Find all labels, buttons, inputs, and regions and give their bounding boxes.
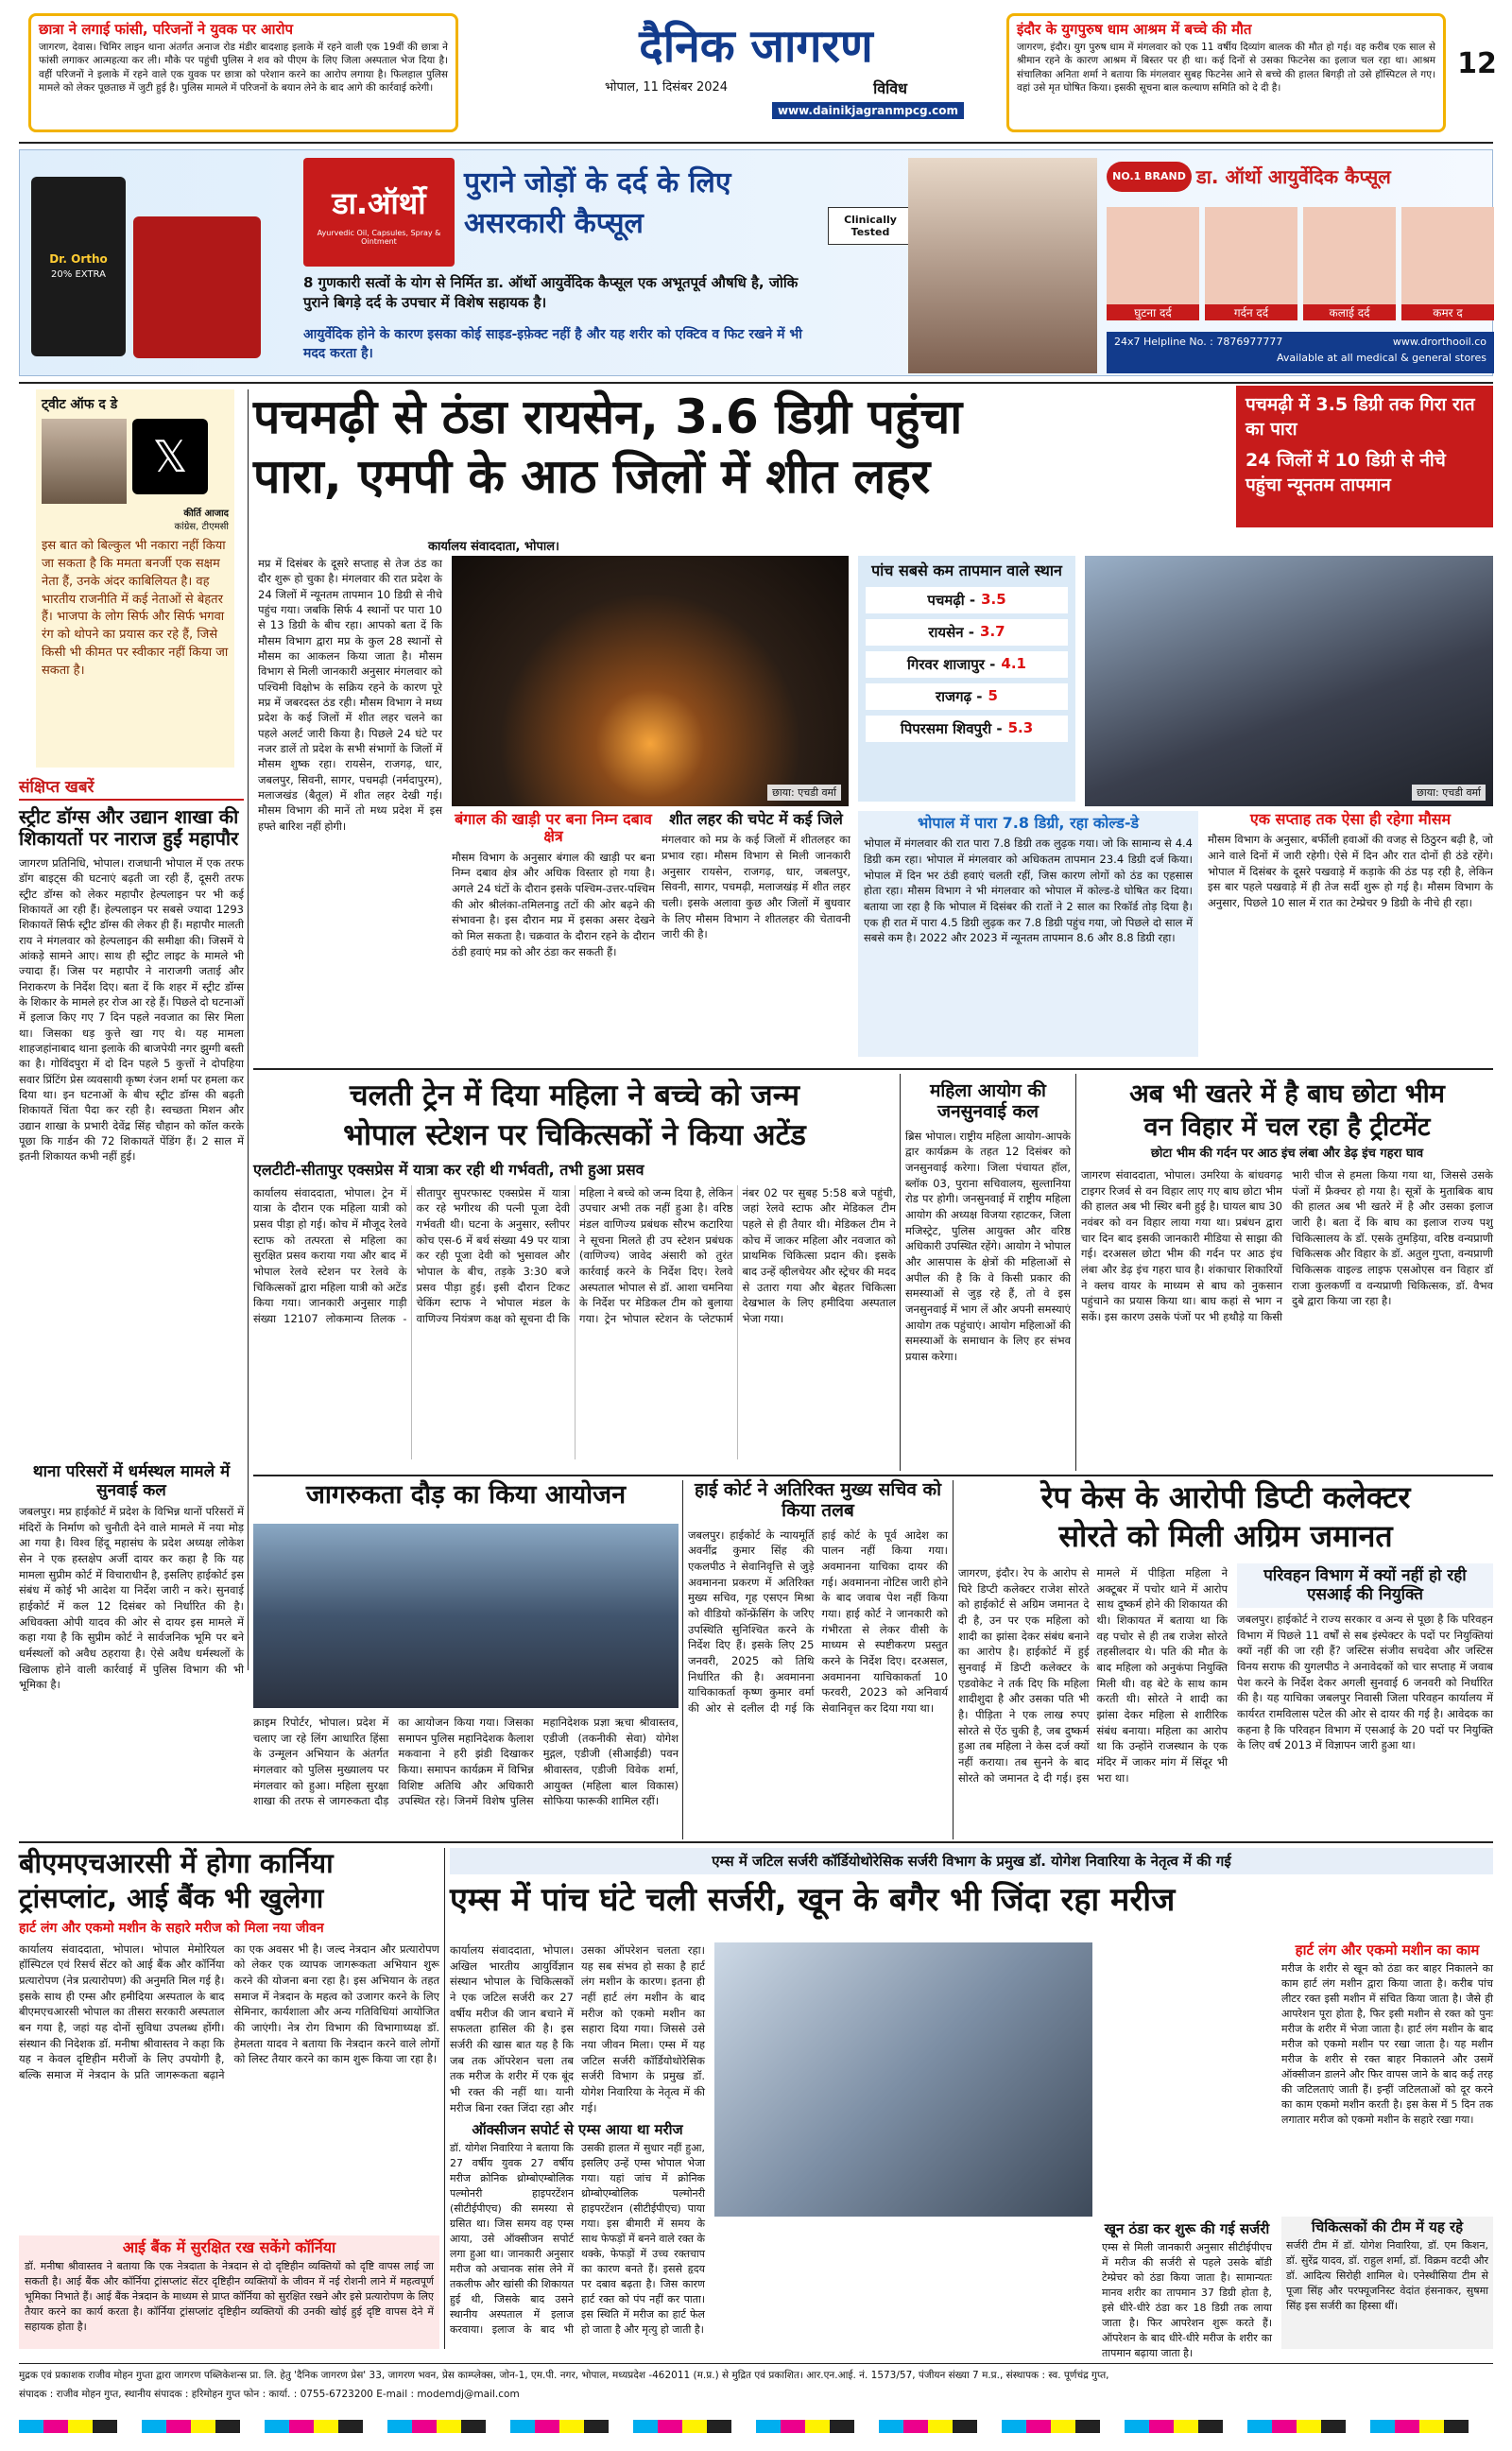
- masthead-website[interactable]: www.dainikjagranmpcg.com: [772, 102, 964, 119]
- dharm-sthal-story: [19, 1463, 244, 1709]
- bikers-photo: [1085, 556, 1493, 806]
- main-headline-1: पचमढ़ी से ठंडा रायसेन, 3.6 डिग्री पहुंचा: [253, 389, 963, 444]
- sub-story-2: [662, 811, 850, 1057]
- sub-story-1: [452, 811, 655, 1057]
- ad-brand: डा.ऑर्थो: [332, 185, 426, 221]
- rape-headline-2: सोरते को मिली अग्रिम जमानत: [1058, 1517, 1393, 1554]
- aiims-kicker: एम्स में जटिल सर्जरी कॉर्डियोथोरेसिक सर्जरी विभाग के प्रमुख डॉ. योगेश निवारिया के नेतृत्व में की गई: [450, 1848, 1493, 1874]
- awareness-run-story: [253, 1480, 679, 1839]
- cold-places-title: पांच सबसे कम तापमान वाले स्थान: [871, 561, 1062, 579]
- tweet-designation: कांग्रेस, टीएमसी: [174, 522, 229, 532]
- oxygen-body: डॉ. योगेश निवारिया ने बताया कि 27 वर्षीय युवक 27 वर्षीय मरीज क्रोनिक थ्रोम्बोएम्बोलिक पल्मोनरी हाइपरटेंशन (सीटीईपीएच) की समस्या से ग्रसित था। जिस समय वह एम्स आया, उसे ऑक्सीजन सपोर्ट लगा हुआ था। जानकारी अनुसार मरीज को अचानक सांस लेने में तकलीफ और खांसी की शिकायत हुई थी, जिसके बाद उसने स्थानीय अस्पताल में इलाज करवाया। इलाज के बाद भी उसकी हालत में सुधार नहीं हुआ, इसलिए उन्हें एम्स भोपाल भेजा गया। यहां जांच में क्रोनिक थ्रोम्बोएम्बोलिक पल्मोनरी हाइपरटेंशन (सीटीईपीएच) पाया गया। इस बीमारी में समय के साथ फेफड़ों में बनने वाले रक्त के थक्के, फेफड़ों में उच्च रक्तचाप का कारण बनते हैं। इससे हृदय पर दबाव बढ़ता है। जिस कारण हार्ट रक्त को पंप नहीं कर पाता। इस स्थिति में मरीज का हार्ट फेल हो जाता है और मृत्यु हो जाती है।: [450, 2142, 705, 2336]
- cold-place-row: [866, 619, 1068, 646]
- heartlung-box: [1281, 1942, 1493, 2207]
- dr-ortho-ad[interactable]: [19, 149, 1493, 376]
- ad-site[interactable]: www.drorthooil.co: [1392, 336, 1486, 348]
- train-subhead: एलटीटी-सीतापुर एक्सप्रेस में यात्रा कर रही थी गर्भवती, तभी हुआ प्रसव: [253, 1161, 644, 1180]
- main-byline: कार्यालय संवाददाता, भोपाल।: [428, 540, 559, 554]
- masthead-rule: [19, 142, 1493, 144]
- editor-line: संपादक : राजीव मोहन गुप्त, स्थानीय संपादक : हरिमोहन गुप्त फोन : कार्या. : 0755-6723200 E-mail : modemdj@mail.com: [19, 2389, 520, 2400]
- masthead: [605, 19, 958, 123]
- cold-place-temp: 3.5: [981, 590, 1006, 608]
- footer-rule: [19, 2363, 1493, 2364]
- top-right-body: जागरण, इंदौर। युग पुरुष धाम में मंगलवार को एक 11 वर्षीय दिव्यांग बालक की मौत हो गई। वह करीब एक साल से श्रीमान रहने के कारण आश्रम में बिस्तर पर ही था। कई दिनों से उसका फिटनेस का इलाज चल रहा था। आश्रम संचालिका अनिता शर्मा ने बताया कि मंगलवार सुबह फिटनेस आने से बच्चे की हालत बिगड़ी तो उसे हॉस्पिटल ले गए। वहां उसे मृत घोषित किया। इसकी सूचना बाल कल्याण समिति को दे दी है।: [1017, 42, 1435, 94]
- sub1-body: मौसम विभाग के अनुसार बंगाल की खाड़ी पर बना निम्न दबाव क्षेत्र और अधिक विस्तार हो गया है। अगले 24 घंटों के दौरान इसके पश्चिम-उत्तर-पश्चिम की ओर श्रीलंका-तमिलनाडु तटों की ओर बढ़ने की संभावना है। इस दौरान मप्र में इसका असर देखने को मिल सकता है। चक्रवात के दौरान रहने के दौरान ठंडी हवाएं मप्र को और ठंडा कर सकती हैं।: [452, 850, 655, 958]
- ad-body-1: 8 गुणकारी सत्वों के योग से निर्मित डा. ऑर्थो आयुर्वेदिक कैप्सूल एक अभूतपूर्व औषधि है, जोकि पुराने बिगड़े दर्द के उपचार में विशेष सहायक है।: [303, 274, 799, 311]
- eye-bank-box: [19, 2235, 439, 2349]
- sub4-body: मौसम विभाग के अनुसार, बर्फीली हवाओं की वजह से ठिठुरन बढ़ी है, जो आने वाले दिनों में जारी रहेगी। ऐसे में दिन और रात दोनों ही ठंडे रहेंगे। भोपाल में दिसंबर के दूसरे पखवाड़े में कड़ाके की ठंड पड़ रही है, लेकिन इस बार पहले पखवाड़े में ही तेज सर्दी शुरू हो गई है। मौसम विभाग के अनुसार, पिछले 10 साल में रात का टेम्प्रेचर 9 डिग्री के नीचे ही रहा।: [1208, 833, 1493, 910]
- ad-footer-strip: [1107, 332, 1494, 373]
- cold-places-list: [866, 587, 1068, 742]
- awareness-headline: जागरुकता दौड़ का किया आयोजन: [305, 1480, 627, 1510]
- main-side-box: [1236, 386, 1493, 527]
- sub-story-4: [1208, 811, 1493, 1057]
- women-commission-story: [905, 1074, 1071, 1471]
- rape-headline-1: रेप केस के आरोपी डिप्टी कलेक्टर: [1040, 1479, 1411, 1515]
- cold-place-name: गिरवर शाजापुर -: [907, 655, 996, 673]
- tweet-label: ट्वीट ऑफ द डे: [42, 397, 118, 412]
- cold-place-name: राजगढ़ -: [936, 687, 983, 705]
- cold-place-row: [866, 651, 1068, 678]
- imprint-line: मुद्रक एवं प्रकाशक राजीव मोहन गुप्ता द्वारा जागरण पब्लिकेशन्स प्रा. लि. हेतु 'दैनिक जागरण प्रेस' 33, जागरण भवन, प्रेस काम्प्लेक्स, जोन-1, एम.पी. नगर, भोपाल, मध्यप्रदेश -462011 (म.प्र.) से मुद्रित एवं प्रकाशित। आर.एन.आई. नं. 1573/57, पंजीयन संख्या 7 म.प्र., संस्थापक : स्व. पूर्णचंद्र गुप्त,: [19, 2370, 1109, 2381]
- women-commission-body: ब्रिस भोपाल। राष्ट्रीय महिला आयोग-आपके द्वार कार्यक्रम के तहत 12 दिसंबर को जनसुनवाई करेगा। जिला पंचायत हॉल, ब्लॉक 03, पुराना सचिवालय, सुल्तानिया रोड पर होगी। जनसुनवाई में राष्ट्रीय महिला आयोग की अध्यक्ष विजया रहाटकर, जिला मजिस्ट्रेट, पुलिस आयुक्त और वरिष्ठ अधिकारी उपस्थित रहेंगे। आयोग ने भोपाल और आसपास के क्षेत्रों की महिलाओं से अपील की है कि वे किसी प्रकार की समस्याओं से जुड़ रहे हैं, तो वे इस जनसुनवाई में भाग लें और अपनी समस्याएं आयोग तक पहुंचाएं। आयोग महिलाओं की समस्याओं के समाधान के लिए हर संभव प्रयास करेगा।: [905, 1129, 1071, 1364]
- left-column-rule: [248, 389, 249, 1670]
- dharm-body: जबलपुर। मप्र हाईकोर्ट में प्रदेश के विभिन्न थानों परिसरों में मंदिरों के निर्माण को चुनौती देने वाले मामले में नया मोड़ आ गया है। विश्व हिंदू महासंघ के प्रदेश अध्यक्ष लोकेश सेन ने एक हस्तक्षेप अर्जी दायर कर कहा है कि यह मामला सुप्रीम कोर्ट में विचाराधीन है, इसलिए हाईकोर्ट इस संबंध में कोई भी आदेश या निर्देश जारी न करे। सुनवाई हाईकोर्ट में कल 12 दिसंबर को निर्धारित की है। अधिवक्ता ओपी यादव की ओर से दायर इस मामले में कहा गया है कि सुप्रीम कोर्ट ने सार्वजनिक भूमि पर बने धर्मस्थलों को अवैध ठहराया है। ऐसे अवैध धर्मस्थलों के खिलाफ होने वाली कार्रवाई में पुलिस विभाग की भी भूमिका है।: [19, 1505, 244, 1692]
- rto-headline: परिवहन विभाग में क्यों नहीं हो रही एसआई की नियुक्ति: [1237, 1563, 1493, 1608]
- sub2-title: शीत लहर की चपेट में कई जिले: [669, 810, 843, 828]
- surgery-photo: [714, 1942, 1092, 2217]
- ad-product-box-2: [133, 216, 261, 358]
- brief-news-body: जागरण प्रतिनिधि, भोपाल। राजधानी भोपाल में एक तरफ डॉग बाइट्स की घटनाएं बढ़ती जा रही हैं, दूसरी तरफ स्ट्रीट डॉग्स को लेकर महापौर हेल्पलाइन पर भी कई शिकायतें आ रही हैं। हेल्पलाइन पर सबसे ज्यादा 1293 शिकायतें सिर्फ स्ट्रीट डॉग्स की लेकर ही हैं। महापौर मालती राय ने मंगलवार को हेल्पलाइन की समीक्षा की। जिसमें ये आंकड़े सामने आए। साथ ही स्ट्रीट लाइट के मामले भी ज्यादा हैं। जिस पर महापौर ने नाराजगी जताई और निराकरण के निर्देश दिए। बता दें कि शहर में स्ट्रीट डॉग्स के शिकार के मामले हर रोज आ रहे हैं। पिछले दो घटनाओं में इलाज किए गए 7 दिन पहले नवजात का सिर मिला था। जिसका धड़ कुत्ते खा गए थे। यह मामला शाहजहांनाबाद थाना इलाके की बाजपेयी नगर झुग्गी बस्ती का है। गोविंदपुरा में दो दिन पहले 5 कुत्तों ने दोपहिया सवार प्रिंटिंग प्रेस व्यवसायी कृष्ण रंजन शर्मा पर हमला कर दिया था। इन घटनाओं के बीच स्ट्रीट डॉग्स की बढ़ती शिकायतें चिंता पैदा कर रही है। स्वच्छता मिशन और उद्यान शाखा के प्रभारी देवेंद्र सिंह चौहान को कॉल करके पूछा कि गार्डन की 72 शिकायतें पेंडिंग हैं। 2 साल में इतनी शिकायत कभी नहीं हुई।: [19, 856, 244, 1164]
- ad-pain-1: [1107, 207, 1199, 320]
- train-headline-2: भोपाल स्टेशन पर चिकित्सकों ने किया अटेंड: [343, 1117, 806, 1152]
- main-story: [253, 386, 1493, 1066]
- ad-body-2: आयुर्वेदिक होने के कारण इसका कोई साइड-इफ़ेक्ट नहीं है और यह शरीर को एक्टिव व फिट रखने में भी मदद करता है।: [303, 327, 802, 361]
- train-story: [253, 1074, 896, 1471]
- tiger-headline-1: अब भी खतरे में है बाघ छोटा भीम: [1129, 1079, 1445, 1109]
- ad-tagline-2: असरकारी कैप्सूल: [464, 207, 644, 240]
- tweet-name: कीर्ति आजाद: [183, 509, 229, 519]
- blood-title: खून ठंडा कर शुरू की गई सर्जरी: [1104, 2220, 1270, 2237]
- sub3-title: भोपाल में पारा 7.8 डिग्री, रहा कोल्ड-डे: [917, 814, 1140, 832]
- sub2-body: मंगलवार को मप्र के कई जिलों में शीतलहर का प्रभाव रहा। मौसम विभाग से मिली जानकारी अनुसार रायसेन, राजगढ़, धार, जबलपुर, सिवनी, सागर, पचमढ़ी, मलाजखंड़ में शीत लहर चली। इसके अलावा कुछ और जिलों में बुधवार के लिए मौसम विभाग ने शीतलहर की चेतावनी जारी की है।: [662, 833, 850, 941]
- ad-pain-1-label: घुटना दर्द: [1107, 304, 1199, 320]
- cold-place-temp: 3.7: [980, 622, 1005, 640]
- bmhrc-subhead: हार्ट लंग और एकमो मशीन के सहारे मरीज को मिला नया जीवन: [19, 1920, 324, 1936]
- team-box: [1281, 2217, 1493, 2349]
- bmhrc-body: कार्यालय संवाददाता, भोपाल। भोपाल मेमोरियल हॉस्पिटल एवं रिसर्च सेंटर को आई बैंक और कॉर्निया प्रत्यारोपण (नेत्र प्रत्यारोपण) की अनुमति मिल गई है। इसके साथ ही एम्स और हमीदिया अस्पताल के बाद बीएमएचआरसी भोपाल का तीसरा सरकारी अस्पताल बन गया है, जहां यह दोनों सुविधा उपलब्ध होंगी। संस्थान की निदेशक डॉ. मनीषा श्रीवास्तव ने कहा कि यह न केवल दृष्टिहीन मरीजों के लिए उपयोगी है, बल्कि समाज में नेत्रदान के प्रति जागरूकता बढ़ाने का एक अवसर भी है। जल्द नेत्रदान और प्रत्यारोपण को लेकर एक व्यापक जागरूकता अभियान शुरू करने की योजना बना रहा है। इस अभियान के तहत समाज में नेत्रदान के महत्व को उजागर करने के लिए सेमिनार, कार्यशाला और अन्य गतिविधियां आयोजित की जाएंगी। नेत्र रोग विभाग की विभागाध्यक्ष डॉ. हेमलता यादव ने बताया कि नेत्रदान करने वाले लोगों को लिस्ट तैयार करने का काम शुरू किया जा रहा है।: [19, 1942, 439, 2082]
- tweet-of-the-day: [36, 389, 234, 768]
- tweet-avatar: [42, 419, 127, 504]
- high-court-story: [688, 1480, 948, 1839]
- sub3-body: भोपाल में मंगलवार की रात पारा 7.8 डिग्री तक लुढ़क गया। जो कि सामान्य से 4.4 डिग्री कम रहा। भोपाल में मंगलवार को अधिकतम तापमान 23.4 डिग्री दर्ज किया। भोपाल में दिन भर ठंडी हवाएं चलती रहीं, जिस कारण लोगों को ठंड का एहसास होता रहा। मौसम विभाग ने भी मंगलवार को भोपाल में कोल्ड-डे घोषित कर दिया। बताया जा रहा है कि भोपाल में दिसंबर की रातों ने 2 साल का रिकॉर्ड तोड़ दिया है। एक ही रात में पारा 4.5 डिग्री लुढ़क कर 7.8 डिग्री पहुंच गया, जो पिछले दो साल में सबसे कम है। 2022 और 2023 में न्यूनतम तापमान 8.6 और 8.8 डिग्री रहा।: [864, 837, 1193, 945]
- page-number: 12: [1457, 47, 1497, 80]
- rto-story: [1237, 1563, 1493, 1839]
- cold-place-row: [866, 716, 1068, 742]
- blood-body: एम्स से मिली जानकारी अनुसार सीटीईपीएच में मरीज की सर्जरी से पहले उसके बॉडी टेम्प्रेचर को ठंडा किया जाता है। सामान्यतः मानव शरीर का तापमान 37 डिग्री होता है, इसे धीरे-धीरे ठंडा कर 18 डिग्री तक लाया जाता है। फिर आपरेशन शुरू करते हैं। ऑपरेशन के बाद धीरे-धीरे मरीज के शरीर का तापमान बढ़ाया जाता है।: [1102, 2241, 1272, 2359]
- aiims-headline: एम्स में पांच घंटे चली सर्जरी, खून के बगैर भी जिंदा रहा मरीज: [450, 1881, 1176, 1919]
- women-tiger-rule: [1075, 1074, 1076, 1471]
- top-left-body: जागरण, देवास। चिमिर लाइन थाना अंतर्गत अनाज रोड मंडीर बादशाह इलाके में रहने वाली एक 19वीं की छात्रा ने फांसी लगाकर आत्महत्या कर ली। मौके पर पहुंची पुलिस ने शव को पीएम के लिए जिला अस्पताल भेज दिया है। वहीं परिजनों ने इलाके में रहने वाले एक युवक पर छात्रा को परेशान करने का आरोप लगाया है। फिलहाल पुलिस मामले को लेकर पूछताछ में जुटी हुई है। पुलिस मामले में परिजनों के बयान लेने के बाद आगे की कार्रवाई करेगी।: [39, 42, 448, 94]
- cold-places-box: [858, 556, 1075, 802]
- hc-rape-rule: [953, 1480, 954, 1839]
- train-headline-1: चलती ट्रेन में दिया महिला ने बच्चे को जन्म: [349, 1079, 800, 1113]
- brief-news-column: [19, 775, 244, 1456]
- cold-place-temp: 5.3: [1007, 718, 1034, 736]
- eye-bank-title: आई बैंक में सुरक्षित रख सकेंगे कॉर्निया: [122, 2238, 336, 2256]
- brief-news-label: संक्षिप्त खबरें: [19, 775, 244, 801]
- ad-helpline: 24x7 Helpline No. : 7876977777: [1114, 336, 1283, 348]
- mid-rule: [253, 1475, 1493, 1476]
- eye-bank-body: डॉ. मनीषा श्रीवास्तव ने बताया कि एक नेत्रदाता के नेत्रदान से दो दृष्टिहीन व्यक्तियों को दृष्टि वापस लाई जा सकती है। आई बैंक और कॉर्निया ट्रांसप्लांट सेंटर दृष्टिहीन व्यक्तियों के जीवन में नई रोशनी लाने में महत्वपूर्ण भूमिका निभाते हैं। आई बैंक नेत्रदान के माध्यम से प्राप्त कॉर्निया को सुरक्षित रखने और इसे प्रत्यारोपण के लिए तैयार करने का कार्य करता है। कॉर्निया ट्रांसप्लांट दृष्टिहीन व्यक्तियों की उनकी खोई हुई दृष्टि वापस देने में सहायक होता है।: [25, 2260, 434, 2334]
- top-left-headline: छात्रा ने लगाई फांसी, परिजनों ने युवक पर आरोप: [39, 21, 293, 38]
- ad-box-extra: 20% EXTRA: [51, 269, 106, 280]
- aiims-story: [450, 1848, 1493, 2359]
- ad-right-title: डा. ऑर्थो आयुर्वेदिक कैप्सूल: [1196, 165, 1391, 188]
- main-body: मप्र में दिसंबर के दूसरे सप्ताह से तेज ठंड का दौर शुरू हो चुका है। मंगलवार की रात प्रदेश के 24 जिलों में न्यूनतम तापमान 10 डिग्री से नीचे पहुंच गया। जबकि सिर्फ 4 स्थानों पर पारा 10 से 13 डिग्री के बीच रहा। आपको बता दें कि मौसम विभाग द्वारा मप्र के कुल 28 स्थानों से मौसम का आकलन किया जाता है। मौसम विभाग से मिली जानकारी अनुसार मंगलवार को पश्चिमी विक्षोभ के सक्रिय रहने के कारण पूरे मप्र में जबरदस्त ठंड रही। मौसम विभाग ने मध्य प्रदेश के कई जिलों में शीत लहर चलने का पहले अलर्ट जारी किया है। पिछले 24 घंटे पर नजर डालें तो प्रदेश के सभी संभागों के जिलों में मौसम शुष्क रहा। रायसेन, राजगढ़, धार, जबलपुर, सिवनी, सागर, पचमढ़ी (नर्मदापुरम), मलाजखंड (बैतूल) में शीत लहर देखी गई। मौसम विभाग की मानें तो मध्य प्रदेश में इस हफ्ते बारिश नहीं होगी।: [258, 557, 442, 833]
- top-left-news-box: [28, 13, 458, 132]
- sub4-title: एक सप्ताह तक ऐसा ही रहेगा मौसम: [1249, 810, 1452, 828]
- awareness-body: क्राइम रिपोर्टर, भोपाल। प्रदेश में चलाए जा रहे लिंग आधारित हिंसा के उन्मूलन अभियान के अंतर्गत मंगलवार को पुलिस मुख्यालय पर मंगलवार को हुआ। महिला सुरक्षा शाखा की तरफ से जागरुकता दौड़ का आयोजन किया गया। जिसका समापन पुलिस महानिदेशक कैलाश मकवाना ने हरी झंडी दिखाकर किया। समापन कार्यक्रम में विभिन्न विशिष्ट अतिथि और अधिकारी उपस्थित रहे। जिनमें विशेष पुलिस महानिदेशक प्रज्ञा ऋचा श्रीवास्तव, एडीजी (तकनीकी सेवा) योगेश मुद्गल, एडीजी (सीआईडी) पवन श्रीवास्तव, एडीजी विवेक शर्मा, आयुक्त (महिला बाल विकास) सोफिया फारूकी शामिल रहीं।: [253, 1716, 679, 1808]
- awareness-photo: [253, 1524, 679, 1708]
- main-side-1: पचमढ़ी में 3.5 डिग्री तक गिरा रात का पारा: [1246, 394, 1475, 440]
- sub1-title: बंगाल की खाड़ी पर बना निम्न दबाव क्षेत्र: [455, 810, 652, 846]
- tiger-subhead: छोटा भीम की गर्दन पर आठ इंच लंबा और डेढ़ इंच गहरा घाव: [1150, 1147, 1424, 1162]
- cold-place-temp: 4.1: [1001, 654, 1026, 672]
- x-logo-icon: 𝕏: [132, 419, 208, 494]
- masthead-section: विविध: [873, 79, 907, 97]
- heartlung-body: मरीज के शरीर से खून को ठंडा कर बाहर निकालने का काम हार्ट लंग मशीन द्वारा किया जाता है। करीब पांच लीटर रक्त इसी मशीन में संचित किया जाता है। जैसे ही आपरेशन पूरा होता है, फिर इसी मशीन से रक्त को पुनः मरीज के शरीर में भेजा जाता है। हार्ट लंग मशीन के बाद मरीज को एकमो मशीन पर रखा जाता है। यह मशीन मरीज के शरीर से रक्त बाहर निकालने और उसमें ऑक्सीजन डालने और फिर वापस जाने के बाद कई तरह की जटिलताएं जाती हैं। इन्हीं जटिलताओं को दूर करने का काम एकमो मशीन करती है। इस केस में 5 दिन तक लगातार मरीज को एकमो मशीन के सहारे रखा गया।: [1281, 1962, 1493, 2126]
- bmhrc-headline-1: बीएमएचआरसी में होगा कार्निया: [19, 1847, 334, 1879]
- bmhrc-headline-2: ट्रांसप्लांट, आई बैंक भी खुलेगा: [19, 1882, 324, 1915]
- ad-pain-3-label: कलाई दर्द: [1303, 304, 1396, 320]
- tiger-body: जागरण संवाददाता, भोपाल। उमरिया के बांधवगढ़ टाइगर रिजर्व से वन विहार लाए गए बाघ छोटा भीम की हालत अब भी स्थिर बनी हुई है। घायल बाघ 30 नवंबर को वन विहार लाया गया था। प्रबंधन द्वारा चार दिन बाद इसकी जानकारी मीडिया से साझा की गई। दरअसल छोटा भीम की गर्दन पर आठ इंच लंबा और डेढ़ इंच गहरा घाव है। शंकाचार शिकारियों ने क्लच वायर के माध्यम से बाघ को नुकसान पहुंचाने का प्रयास किया था। बाघ कहां से भाग न सकें। इस कारण उसके पंजों पर भी हथौड़े या किसी भारी चीज से हमला किया गया था, जिससे उसके पंजों में फ्रैक्चर हो गया है। सूत्रों के मुताबिक बाघ की हालत अब भी खतरे में है और उसका इलाज जारी है। बता दें कि बाघ का इलाज राज्य पशु चिकित्सालय के डॉ. एसके तुमड़िया, वरिष्ठ वन्यप्राणी चिकित्सक और विहार के डॉ. अतुल गुप्ता, वन्यप्राणी चिकित्सक वाइल्ड लाइफ एसओएस वन विहार डॉ राजा कुलकर्णी व वन्यप्राणी चिकित्सक, डॉ. वैभव दुबे द्वारा किया जा रहा है।: [1081, 1168, 1493, 1324]
- ad-rule: [19, 382, 1493, 384]
- heartlung-title: हार्ट लंग और एकमो मशीन का काम: [1295, 1942, 1480, 1959]
- team-body: सर्जरी टीम में डॉ. योगेश निवारिया, डॉ. एम किशन, डॉ. सुरेंद्र यादव, डॉ. राहुल शर्मा, डॉ. विक्रम वटदी और डॉ. आदित्य सिरोही शामिल थे। एनेस्थीसिया टीम से पूजा सिंह और परफ्यूजनिस्ट वेदांत हंसनाकर, सुषमा सिंह इस सर्जरी का हिस्सा थीं।: [1286, 2239, 1488, 2312]
- hc-body: जबलपुर। हाईकोर्ट के न्यायमूर्ति अवनींद्र कुमार सिंह की एकलपीठ ने सेवानिवृत्ति से जुड़े अवमानना प्रकरण में अतिरिक्त मुख्य सचिव, गृह एसएन मिश्रा को वीडियो कॉन्फ्रेंसिंग के जरिए उपस्थिति सुनिश्चित करने के निर्देश दिए हैं। इसके लिए 25 जनवरी, 2025 को तिथि निर्धारित की है। अवमानना याचिकाकर्ता कृष्ण कुमार वर्मा की ओर से दलील दी गई कि हाई कोर्ट के पूर्व आदेश का पालन नहीं किया गया। अवमानना याचिका दायर की गई। अवमानना नोटिस जारी होने के बाद जवाब पेश नहीं किया गया। हाई कोर्ट ने जानकारी को गंभीरता से लेकर वीसी के माध्यम से स्पष्टीकरण प्रस्तुत करने के निर्देश दिए। दरअसल, अवमानना याचिकाकर्ता 10 फरवरी, 2023 को अनिवार्य सेवानिवृत्त कर दिया गया था।: [688, 1528, 948, 1716]
- main-headline-2: पारा, एमपी के आठ जिलों में शीत लहर: [253, 449, 931, 504]
- masthead-city-date: भोपाल, 11 दिसंबर 2024: [605, 80, 729, 95]
- rape-body: जागरण, इंदौर। रेप के आरोप से घिरे डिप्टी कलेक्टर राजेश सोरते को हाईकोर्ट से अग्रिम जमानत दे दी है, उन पर एक महिला को शादी का झांसा देकर संबंध बनाने का आरोप है। हाईकोर्ट में हुई सुनवाई में डिप्टी कलेक्टर के एडवोकेट ने तर्क दिए कि महिला शादीशुदा है और उसका पति भी है। पीड़िता ने एक लाख रुपए सोरते से ऐंठ चुकी है, जब दुष्कर्म हुआ तब महिला ने केस दर्ज क्यों नहीं कराया। तब सुनने के बाद सोरते को जमानत दे दी गई। इस मामले में पीड़िता महिला ने अक्टूबर में पचोर थाने में आरोप साथ दुष्कर्म होने की शिकायत की थी। शिकायत में बताया था कि वह पचोर से ही तब राजेश सोरते तहसीलदार थे। पति की मौत के बाद महिला को अनुकंपा नियुक्ति मिली थी। वह बेटे के साथ काम करती थी। सोरते ने शादी का झांसा देकर महिला से शारीरिक संबंध बनाया। महिला का आरोप था कि उन्होंने राजस्थान के एक मंदिर में जाकर मांग में सिंदूर भी भरा था।: [958, 1566, 1228, 1785]
- rto-body: जबलपुर। हाईकोर्ट ने राज्य सरकार व अन्य से पूछा है कि परिवहन विभाग में पिछले 11 वर्षों से सब इंस्पेक्टर के पदों पर नियुक्तियां क्यों नहीं की जा रही हैं? जस्टिस संजीव सचदेवा और जस्टिस विनय सराफ की युगलपीठ ने अनावेदकों को चार सप्ताह में जवाब पेश करने के निर्देश देकर अगली सुनवाई 6 जनवरी को निर्धारित की है। यह याचिका जबलपुर निवासी जिला परिवहन कार्यालय में कार्यरत रामविलास पटेल की ओर से दायर की गई है। आवेदक का कहना है कि परिवहन विभाग में एसआई के 20 पदों पर नियुक्ति के लिए वर्ष 2013 में विज्ञापन जारी हुआ था।: [1237, 1613, 1493, 1752]
- ad-pain-2: [1205, 207, 1297, 320]
- aiims-body: कार्यालय संवाददाता, भोपाल। अखिल भारतीय आयुर्विज्ञान संस्थान भोपाल के चिकित्सकों ने एक जटिल सर्जरी कर 27 वर्षीय मरीज की जान बचाने में सफलता हासिल की है। इस सर्जरी की खास बात यह है कि जब तक ऑपरेशन चला तब तक मरीज के शरीर में एक बूंद भी रक्त की नहीं था। यानी मरीज बिना रक्त जिंदा रहा और उसका ऑपरेशन चलता रहा। यह सब संभव हो सका है हार्ट लंग मशीन के कारण। इतना ही नहीं हार्ट लंग मशीन के बाद मरीज को एकमो मशीन का सहारा दिया गया। जिससे उसे नया जीवन मिला। एम्स में यह जटिल सर्जरी कॉर्डियोथोरेसिक सर्जरी विभाग के प्रमुख डॉ. योगेश निवारिया के नेतृत्व में की गई।: [450, 1943, 705, 2114]
- oxygen-box: [450, 2122, 705, 2349]
- hc-headline: हाई कोर्ट ने अतिरिक्त मुख्य सचिव को किया तलब: [694, 1479, 942, 1521]
- ad-celebrity-image: [908, 158, 1097, 373]
- ad-brand-logo: [303, 158, 455, 267]
- cold-place-temp: 5: [988, 686, 998, 704]
- photo-credit-1: छाया: एचडी वर्मा: [767, 785, 841, 801]
- brief-news-headline: स्ट्रीट डॉग्स और उद्यान शाखा की शिकायतों पर नाराज हुईं महापौर: [19, 805, 239, 850]
- blood-box: [1102, 2220, 1272, 2359]
- tiger-headline-2: वन विहार में चल रहा है ट्रीटमेंट: [1143, 1113, 1431, 1143]
- awareness-hc-rule: [682, 1480, 683, 1839]
- ad-product-box: [31, 177, 126, 356]
- bmhrc-aiims-rule: [444, 1848, 445, 2349]
- ad-tagline-1: पुराने जोड़ों के दर्द के लिए: [464, 166, 731, 199]
- team-title: चिकित्सकों की टीम में यह रहे: [1311, 2218, 1464, 2235]
- oxygen-continued: [714, 2221, 1092, 2349]
- lower-rule: [19, 1841, 1493, 1843]
- ad-pain-3: [1303, 207, 1396, 320]
- main-side-2: 24 जिलों में 10 डिग्री से नीचे पहुंचा न्यूनतम तापमान: [1246, 450, 1446, 495]
- masthead-logo[interactable]: दैनिक जागरण: [639, 20, 873, 73]
- dharm-headline: थाना परिसरों में धर्मस्थल मामले में सुनवाई कल: [32, 1462, 231, 1500]
- ad-pain-row: [1107, 207, 1494, 320]
- ad-no1-badge: NO.1 BRAND: [1107, 162, 1192, 192]
- oxygen-title: ऑक्सीजन सपोर्ट से एम्स आया था मरीज: [472, 2121, 683, 2138]
- cold-place-name: पचमढ़ी -: [927, 591, 976, 609]
- cold-place-row: [866, 683, 1068, 710]
- ad-pain-2-label: गर्दन दर्द: [1205, 304, 1297, 320]
- top-right-headline: इंदौर के युगपुरुष धाम आश्रम में बच्चे की मौत: [1017, 21, 1252, 38]
- main-story-rule: [253, 1068, 1493, 1070]
- tiger-story: [1081, 1074, 1493, 1471]
- ad-brand-sub: Ayurvedic Oil, Capsules, Spray & Ointment: [317, 229, 441, 246]
- cold-place-name: पिपरसमा शिवपुरी -: [900, 719, 1003, 737]
- registration-strip: [19, 2420, 1493, 2433]
- women-commission-headline: महिला आयोग की जनसुनवाई कल: [930, 1080, 1046, 1122]
- ad-clinically-badge: Clinically Tested: [828, 207, 913, 245]
- photo-credit-2: छाया: एचडी वर्मा: [1412, 785, 1486, 801]
- bonfire-photo: [452, 556, 849, 806]
- cold-place-row: [866, 587, 1068, 613]
- rape-case-story: [958, 1480, 1493, 1839]
- cold-place-name: रायसेन -: [928, 623, 975, 641]
- train-women-rule: [900, 1074, 901, 1471]
- ad-pain-4: [1401, 207, 1494, 320]
- train-body: कार्यालय संवाददाता, भोपाल। ट्रेन में यात्रा के दौरान एक महिला यात्री को प्रसव पीड़ा हो गई। कोच में मौजूद रेलवे स्टाफ को तत्परता से महिला का सुरक्षित प्रसव कराया गया और बाद में भोपाल रेलवे स्टेशन पर रेलवे के चिकित्सकों द्वारा महिला यात्री को अटेंड किया गया। जानकारी अनुसार गाड़ी संख्या 12107 लोकमान्य तिलक - सीतापुर सुपरफास्ट एक्सप्रेस में यात्रा कर रहे भगीरथ की पत्नी पूजा देवी गर्भवती थी। घटना के अनुसार, स्लीपर कोच एस-6 में बर्थ संख्या 49 पर यात्रा कर रही पूजा देवी को भुसावल और भोपाल के बीच, तड़के 3:30 बजे प्रसव पीड़ा हुई। इसी दौरान टिकट चेकिंग स्टाफ ने भोपाल मंडल के वाणिज्य नियंत्रण कक्ष को सूचना दी कि महिला ने बच्चे को जन्म दिया है, लेकिन उपचार अभी तक नहीं हुआ है। वरिष्ठ मंडल वाणिज्य प्रबंधक सौरभ कटारिया ने सूचना मिलते ही उप स्टेशन प्रबंधक (वाणिज्य) जावेद अंसारी को तुरंत कार्रवाई करने के निर्देश दिए। रेलवे अस्पताल भोपाल से डॉ. आशा चमनिया के निर्देश पर मेडिकल टीम को बुलाया गया। ट्रेन भोपाल स्टेशन के प्लेटफार्म नंबर 02 पर सुबह 5:58 बजे पहुंची, जहां रेलवे स्टाफ और मेडिकल टीम पहले से ही तैयार थी। मेडिकल टीम ने कोच में जाकर महिला और नवजात को प्राथमिक चिकित्सा प्रदान की। इसके बाद उन्हें व्हीलचेयर और स्ट्रेचर की मदद से उतारा गया और बेहतर चिकित्सा देखभाल के लिए हमीदिया अस्पताल भेजा गया।: [253, 1185, 896, 1326]
- ad-available: Available at all medical & general stores: [1277, 352, 1486, 364]
- tweet-text: इस बात को बिल्कुल भी नकारा नहीं किया जा सकता है कि ममता बनर्जी एक सक्षम नेता हैं, उनके अंदर काबिलियत है। वह भारतीय राजनीति में कई नेताओं से बेहतर हैं। भाजपा के लोग सिर्फ और सिर्फ भगवा रंग को थोपने का प्रयास कर रहे हैं, जिसे किसी भी कीमत पर स्वीकार नहीं किया जा सकता है।: [42, 539, 229, 678]
- ad-pain-4-label: कमर द: [1401, 304, 1494, 320]
- bmhrc-story: [19, 1848, 439, 2349]
- ad-box-label: Dr. Ortho: [49, 252, 108, 266]
- top-right-news-box: [1006, 13, 1446, 132]
- sub-story-3: [858, 811, 1198, 1057]
